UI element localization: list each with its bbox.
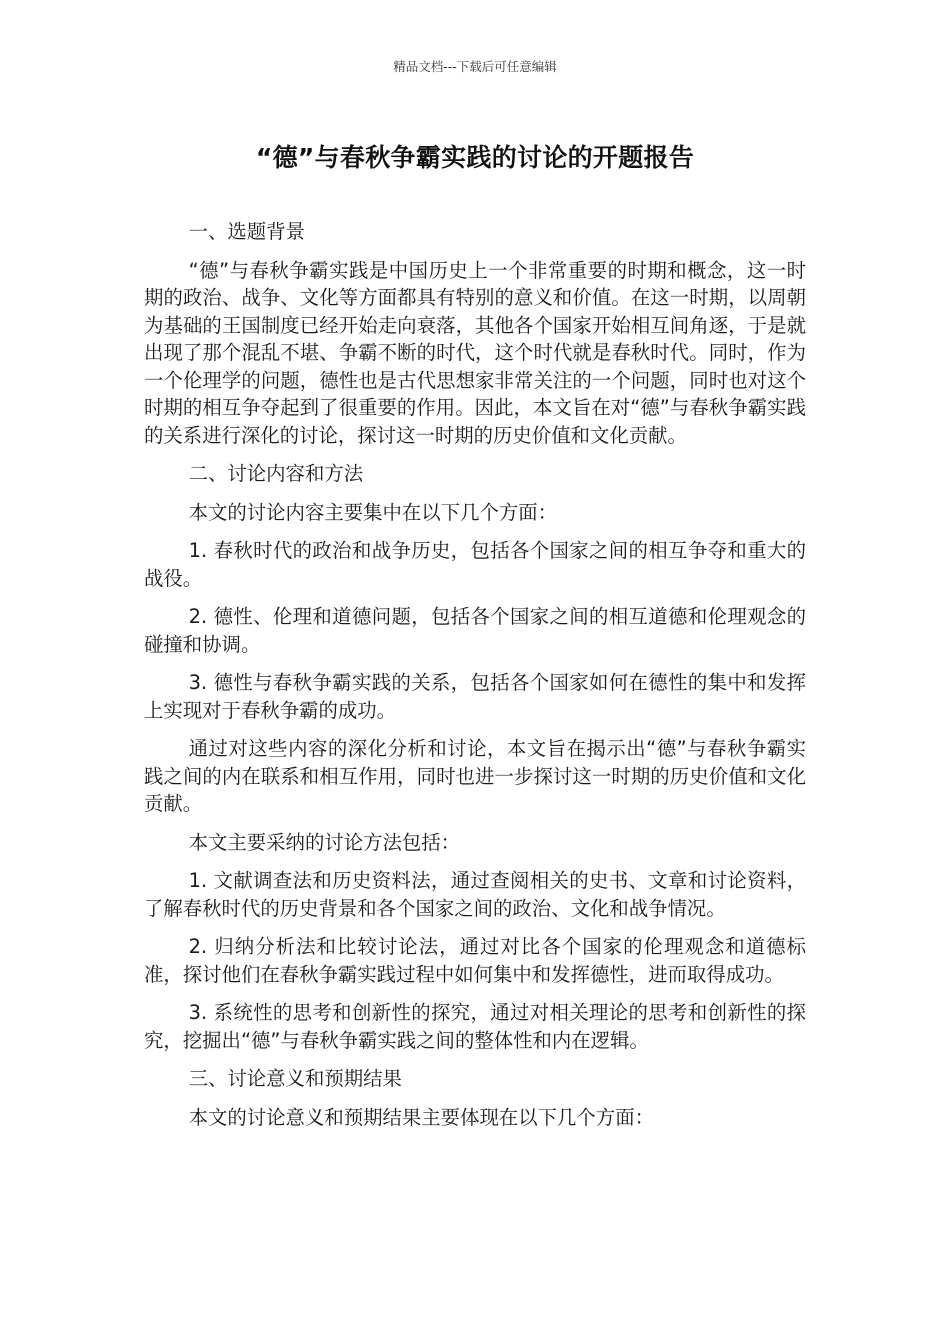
header-note: 精品文档---下载后可任意编辑 [393,59,557,74]
paragraph-significance-intro: 本文的讨论意义和预期结果主要体现在以下几个方面： [188,1105,654,1129]
section-heading-significance: 三、讨论意义和预期结果 [188,1067,402,1090]
list-item-method-2: 2. 归纳分析法和比较讨论法，通过对比各个国家的伦理观念和道德标准，探讨他们在春秋争霸实践过程中如何集中和发挥德性，进而取得成功。 [144,935,806,986]
document-title: “德”与春秋争霸实践的讨论的开题报告 [255,143,695,172]
paragraph-content-intro: 本文的讨论内容主要集中在以下几个方面： [188,500,558,524]
paragraph-content-summary: 通过对这些内容的深化分析和讨论，本文旨在揭示出“德”与春秋争霸实践之间的内在联系和相互作用，同时也进一步探讨这一时期的历史价值和文化贡献。 [144,737,806,815]
list-item-content-3: 3. 德性与春秋争霸实践的关系，包括各个国家如何在德性的集中和发挥上实现对于春秋争霸的成功。 [144,671,806,722]
list-item-content-2: 2. 德性、伦理和道德问题，包括各个国家之间的相互道德和伦理观念的碰撞和协调。 [144,605,806,656]
document-body [144,214,806,1131]
list-item-content-1: 1. 春秋时代的政治和战争历史，包括各个国家之间的相互争夺和重大的战役。 [144,539,806,590]
paragraph-background: “德”与春秋争霸实践是中国历史上一个非常重要的时期和概念，这一时期的政治、战争、文化等方面都具有特别的意义和价值。在这一时期，以周朝为基础的王国制度已经开始走向衰落，其他各个国家开始相互间角逐，于是就出现了那个混乱不堪、争霸不断的时代，这个时代就是春秋时代。同时，作为一个伦理学的问题，德性也是古代思想家非常关注的一个问题，同时也对这个时期的相互争夺起到了很重要的作用。因此，本文旨在对“德”与春秋争霸实践的关系进行深化的讨论，探讨这一时期的历史价值和文化贡献。 [144,258,806,447]
section-heading-background: 一、选题背景 [188,220,305,243]
paragraph-methods-intro: 本文主要采纳的讨论方法包括： [188,830,461,854]
section-heading-content-methods: 二、讨论内容和方法 [188,462,364,485]
list-item-method-1: 1. 文献调查法和历史资料法，通过查阅相关的史书、文章和讨论资料，了解春秋时代的历史背景和各个国家之间的政治、文化和战争情况。 [144,869,806,920]
list-item-method-3: 3. 系统性的思考和创新性的探究，通过对相关理论的思考和创新性的探究，挖掘出“德”与春秋争霸实践之间的整体性和内在逻辑。 [144,1001,806,1052]
